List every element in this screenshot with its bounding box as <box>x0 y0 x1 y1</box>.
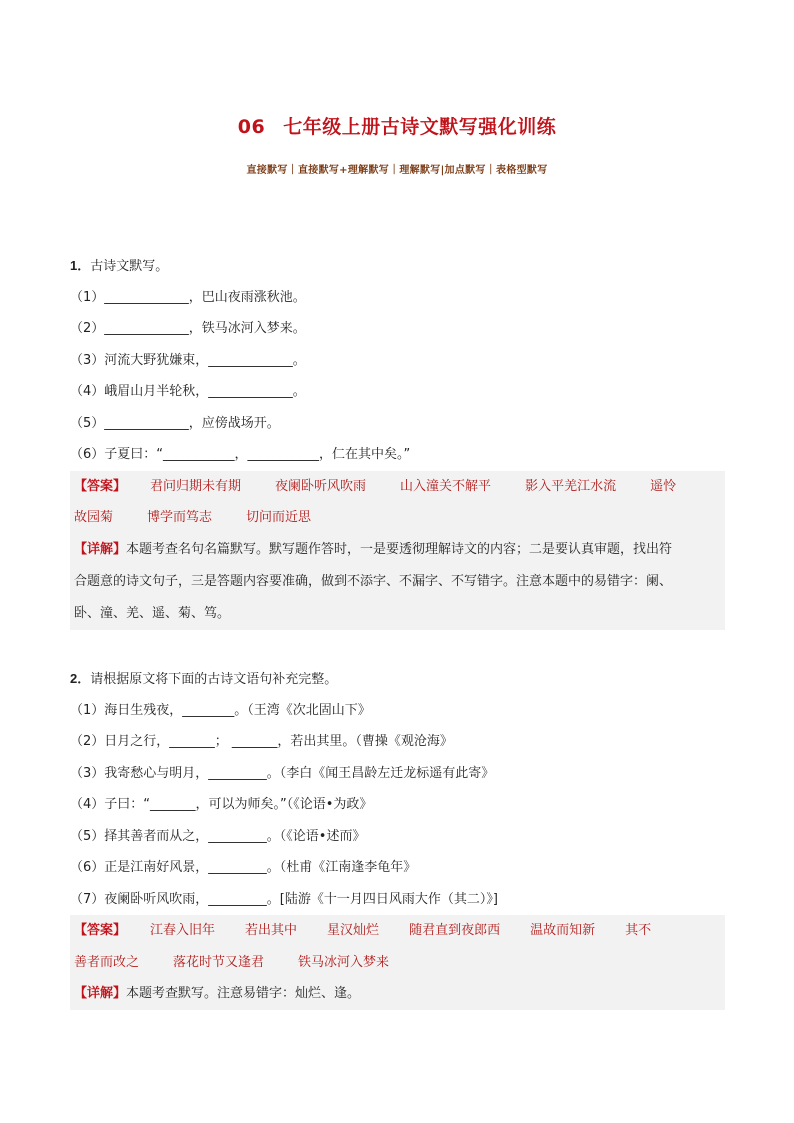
title-number: 06 <box>237 116 266 138</box>
detail-tag: 【详解】 <box>74 541 127 557</box>
document-title <box>0 112 794 139</box>
answer-box <box>70 915 725 1010</box>
fill-item: （2）_____________，铁马冰河入梦来。 <box>70 321 306 336</box>
fill-item: （7）夜阑卧听风吹雨，_________。[陆游《十一月四日风雨大作（其二）》] <box>70 891 498 907</box>
answer-item: 若出其中 <box>245 923 298 938</box>
detail-line: 卧、潼、羌、遥、菊、笃。 <box>74 605 231 621</box>
title-text: 七年级上册古诗文默写强化训练 <box>283 116 557 138</box>
question-prompt: 古诗文默写。 <box>90 259 169 274</box>
question-title <box>70 250 725 282</box>
answer-line <box>74 502 721 534</box>
answer-tag: 【答案】 <box>74 478 127 494</box>
detail-line <box>74 978 721 1010</box>
fill-item: （6）子夏曰：“___________，___________，仁在其中矣。” <box>70 447 411 462</box>
fill-item: （1）_____________，巴山夜雨涨秋池。 <box>70 289 306 305</box>
answer-item: 遥怜 <box>650 478 677 494</box>
answer-item: 温故而知新 <box>530 923 596 938</box>
answer-line <box>74 471 721 503</box>
answer-item: 切问而近思 <box>246 510 312 525</box>
answer-item: 落花时节又逢君 <box>173 954 265 970</box>
answer-item: 故园菊 <box>74 510 114 525</box>
answer-item: 星汉灿烂 <box>327 923 380 938</box>
fill-item: （6）正是江南好风景，_________。（杜甫《江南逢李龟年》 <box>70 860 417 875</box>
answer-item: 博学而笃志 <box>147 510 213 525</box>
question-1 <box>70 250 725 630</box>
answer-tag: 【答案】 <box>74 923 127 938</box>
answer-item: 随君直到夜郎西 <box>409 923 501 938</box>
detail-text: 本题考查名句名篇默写。默写题作答时，一是要透彻理解诗文的内容；二是要认真审题，找出符 <box>126 541 673 557</box>
fill-item: （4）子曰：“_______，可以为师矣。”（《论语•为政》 <box>70 797 373 812</box>
detail-text: 本题考查默写。注意易错字：灿烂、逢。 <box>126 986 361 1001</box>
question-prompt: 请根据原文将下面的古诗文语句补充完整。 <box>90 672 338 687</box>
answer-box <box>70 471 725 630</box>
answer-item: 山入潼关不解平 <box>400 478 492 494</box>
fill-item: （3）我寄愁心与明月，_________。（李白《闻王昌龄左迁龙标遥有此寄》 <box>70 765 495 781</box>
fill-item: （4）峨眉山月半轮秋，_____________。 <box>70 384 306 399</box>
fill-item: （5）_____________，应傍战场开。 <box>70 415 280 431</box>
answer-line <box>74 947 721 979</box>
fill-item: （2）日月之行，_______； _______，若出其里。（曹操《观沧海》 <box>70 734 453 749</box>
answer-item: 铁马冰河入梦来 <box>298 954 390 970</box>
answer-item: 其不 <box>625 923 652 938</box>
question-title <box>70 663 725 695</box>
answer-item: 善者而改之 <box>74 954 140 970</box>
question-2 <box>70 663 725 1010</box>
question-number: 2． <box>70 671 91 686</box>
document-subtitle: 直接默写｜直接默写+理解默写｜理解默写|加点默写｜表格型默写 <box>246 165 548 176</box>
answer-item: 君问归期未有期 <box>150 478 242 494</box>
answer-item: 夜阑卧听风吹雨 <box>275 478 367 494</box>
answer-item: 影入平羌江水流 <box>525 478 617 494</box>
fill-item: （5）择其善者而从之，_________。（《论语•述而》 <box>70 828 366 844</box>
fill-item: （1）海日生残夜，________。（王湾《次北固山下》 <box>70 702 371 718</box>
detail-line: 合题意的诗文句子，三是答题内容要准确，做到不添字、不漏字、不写错字。注意本题中的易错字：阑、 <box>74 573 673 589</box>
detail-tag: 【详解】 <box>74 986 127 1001</box>
fill-item: （3）河流大野犹嫌束，_____________。 <box>70 352 306 368</box>
detail-line <box>74 534 721 566</box>
question-number: 1． <box>70 258 91 273</box>
answer-line <box>74 915 721 947</box>
answer-item: 江春入旧年 <box>150 923 216 938</box>
